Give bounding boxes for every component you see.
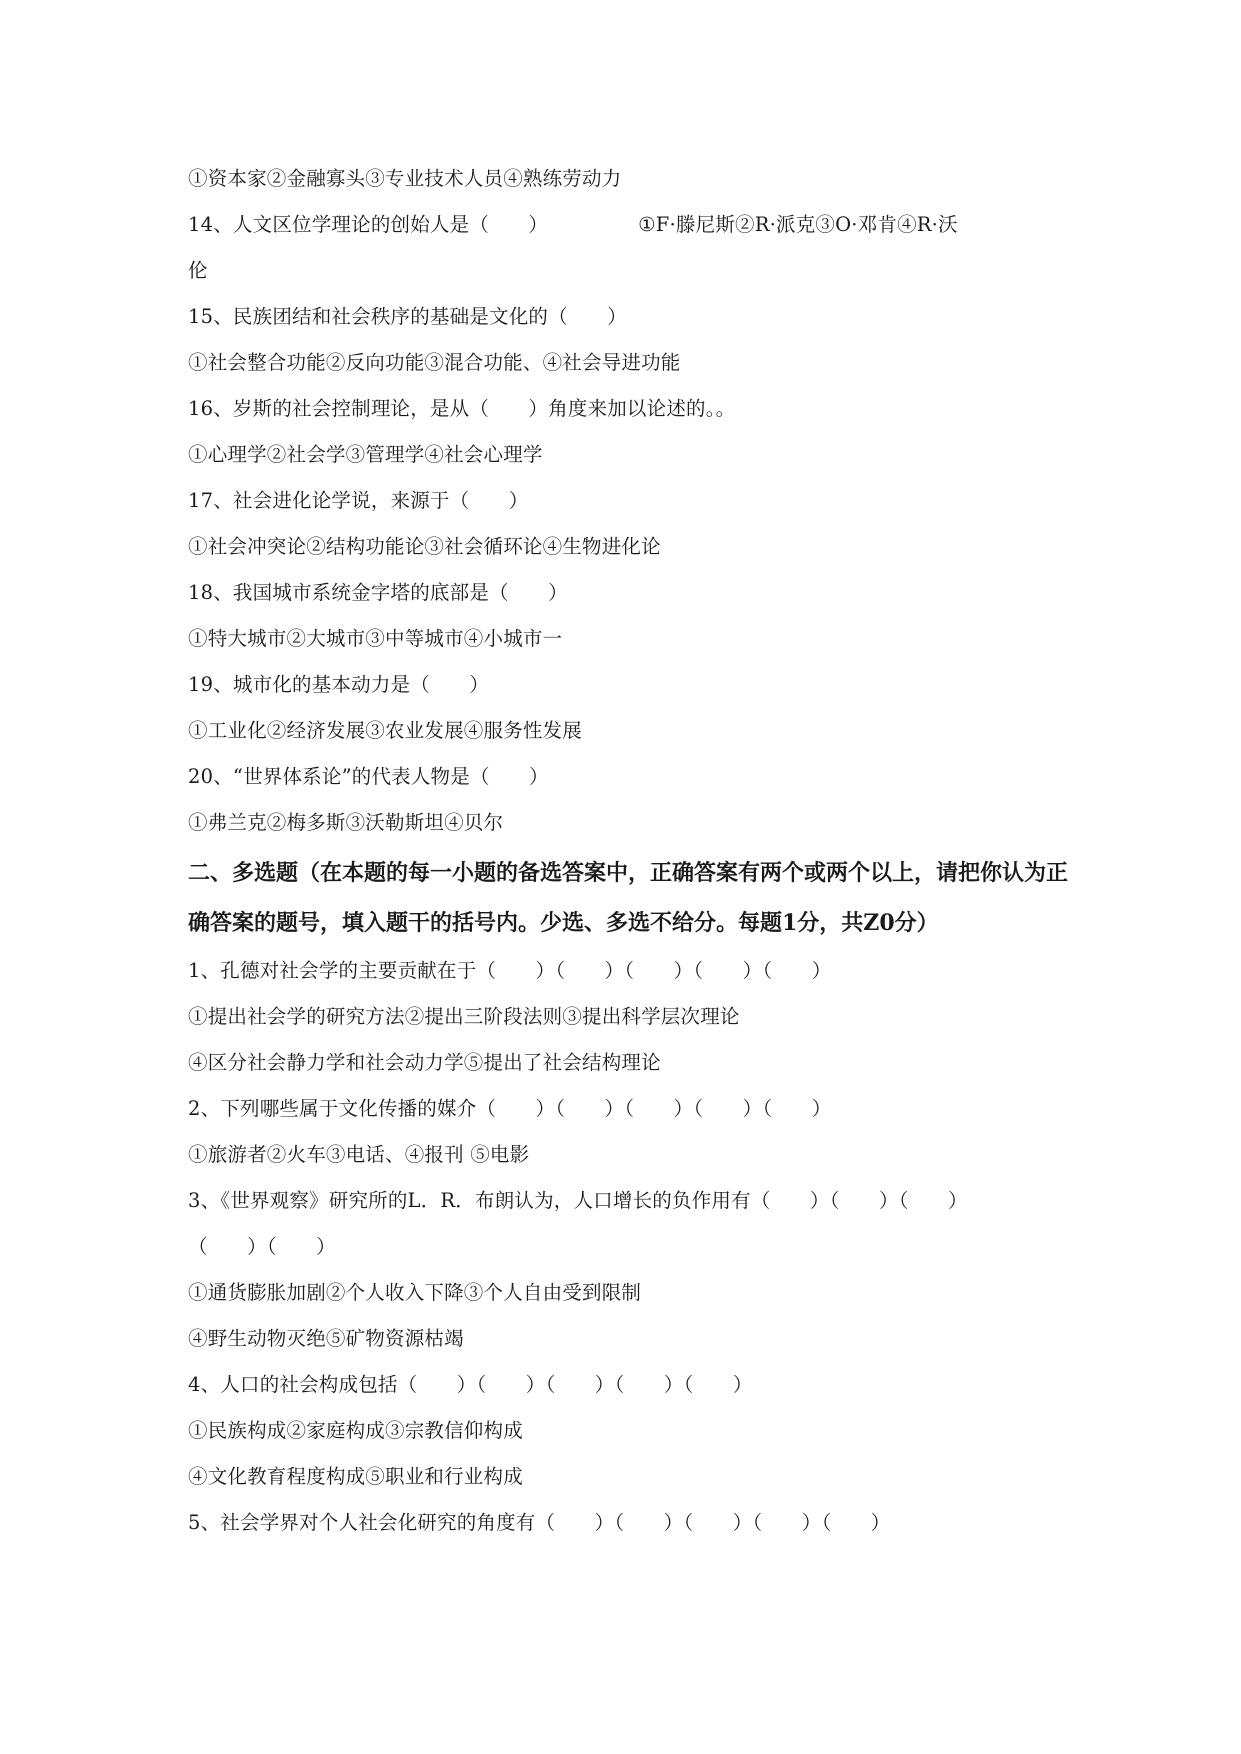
question-14-stem: 14、人文区位学理论的创始人是（ ） [188, 213, 549, 236]
question-14-options: ①F·滕尼斯②R·派克③O·邓肯④R·沃 [638, 213, 958, 236]
options-q20: ①弗兰克②梅多斯③沃勒斯坦④贝尔 [188, 811, 504, 834]
mc-question-2: 2、下列哪些属于文化传播的媒介（ ）（ ）（ ）（ ）（ ） [188, 1097, 832, 1120]
question-16: 16、岁斯的社会控制理论，是从（ ）角度来加以论述的。。 [188, 397, 736, 420]
question-15: 15、民族团结和社会秩序的基础是文化的（ ） [188, 305, 627, 328]
question-14 [188, 202, 1068, 248]
options-q19: ①工业化②经济发展③农业发展④服务性发展 [188, 719, 583, 742]
options-q15: ①社会整合功能②反向功能③混合功能、④社会导进功能 [188, 351, 681, 374]
options-q17: ①社会冲突论②结构功能论③社会循环论④生物进化论 [188, 535, 661, 558]
mc-question-5: 5、社会学界对个人社会化研究的角度有（ ）（ ）（ ）（ ）（ ） [188, 1511, 891, 1534]
question-19: 19、城市化的基本动力是（ ） [188, 673, 490, 696]
mc-question-3-continued: （ ）（ ） [188, 1235, 336, 1258]
question-17: 17、社会进化论学说，来源于（ ） [188, 489, 529, 512]
mc-options-3b: ④野生动物灭绝⑤矿物资源枯竭 [188, 1327, 464, 1350]
mc-options-2: ①旅游者②火车③电话、④报刊 ⑤电影 [188, 1143, 530, 1166]
mc-options-4b: ④文化教育程度构成⑤职业和行业构成 [188, 1465, 523, 1488]
question-20: 20、“世界体系论”的代表人物是（ ） [188, 765, 549, 788]
mc-question-1: 1、孔德对社会学的主要贡献在于（ ）（ ）（ ）（ ）（ ） [188, 959, 832, 982]
question-18: 18、我国城市系统金字塔的底部是（ ） [188, 581, 568, 604]
options-q16: ①心理学②社会学③管理学④社会心理学 [188, 443, 543, 466]
question-14-options-continued: 伦 [188, 259, 208, 282]
mc-options-3a: ①通货膨胀加剧②个人收入下降③个人自由受到限制 [188, 1281, 642, 1304]
mc-options-1a: ①提出社会学的研究方法②提出三阶段法则③提出科学层次理论 [188, 1005, 740, 1028]
mc-options-1b: ④区分社会静力学和社会动力学⑤提出了社会结构理论 [188, 1051, 661, 1074]
document-page [188, 156, 1068, 1546]
options-q13: ①资本家②金融寡头③专业技术人员④熟练劳动力 [188, 167, 622, 190]
mc-options-4a: ①民族构成②家庭构成③宗教信仰构成 [188, 1419, 523, 1442]
section-heading-multiple-choice: 二、多选题（在本题的每一小题的备选答案中，正确答案有两个或两个以上，请把你认为正确答案的题号，填入题干的括号内。少选、多选不给分。每题1分，共Z0分） [188, 860, 1069, 936]
options-q18: ①特大城市②大城市③中等城市④小城市一 [188, 627, 563, 650]
mc-question-3: 3、《世界观察》研究所的L．R．布朗认为，人口增长的负作用有（ ）（ ）（ ） [188, 1189, 968, 1212]
mc-question-4: 4、人口的社会构成包括（ ）（ ）（ ）（ ）（ ） [188, 1373, 753, 1396]
